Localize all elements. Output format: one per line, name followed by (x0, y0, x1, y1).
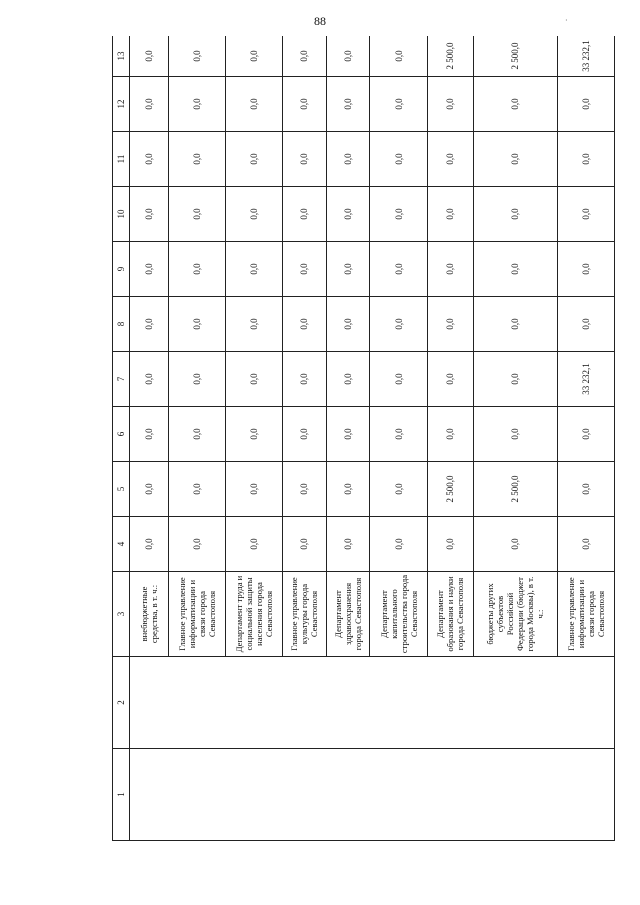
table-row (370, 36, 427, 841)
row-label: бюджеты других субъектов Российской Федерации (бюджет города Москвы), в т. ч.: (474, 572, 558, 657)
header-cell: 5 (113, 462, 130, 517)
table-row (130, 36, 169, 841)
empty-cell (225, 749, 282, 841)
value-cell: 0,0 (557, 187, 614, 242)
value-cell: 0,0 (427, 407, 474, 462)
empty-cell (427, 657, 474, 749)
row-label: Главное управление информатизации и связи города Севастополя (557, 572, 614, 657)
row-label: внебюджетные средства, в т. ч.: (130, 572, 169, 657)
value-cell: 0,0 (370, 187, 427, 242)
value-cell: 0,0 (427, 352, 474, 407)
header-cell: 8 (113, 297, 130, 352)
value-cell: 0,0 (130, 407, 169, 462)
empty-cell (474, 749, 558, 841)
empty-cell (474, 657, 558, 749)
value-cell: 0,0 (474, 517, 558, 572)
value-cell: 0,0 (282, 297, 326, 352)
empty-cell (557, 749, 614, 841)
empty-cell (282, 749, 326, 841)
value-cell: 0,0 (326, 242, 370, 297)
header-cell: 12 (113, 77, 130, 132)
value-cell: 0,0 (474, 407, 558, 462)
budget-table (112, 36, 615, 841)
value-cell: 0,0 (557, 297, 614, 352)
value-cell: 0,0 (130, 77, 169, 132)
value-cell: 0,0 (370, 297, 427, 352)
value-cell: 0,0 (225, 352, 282, 407)
value-cell: 0,0 (474, 297, 558, 352)
value-cell: 0,0 (474, 77, 558, 132)
value-cell: 0,0 (557, 517, 614, 572)
value-cell: 0,0 (225, 297, 282, 352)
table-body (130, 36, 615, 841)
value-cell: 33 232,1 (557, 352, 614, 407)
empty-cell (326, 749, 370, 841)
value-cell: 0,0 (474, 132, 558, 187)
header-cell: 1 (113, 749, 130, 841)
table-row (168, 36, 225, 841)
value-cell: 0,0 (225, 77, 282, 132)
value-cell: 0,0 (427, 297, 474, 352)
value-cell: 0,0 (370, 352, 427, 407)
value-cell: 0,0 (326, 77, 370, 132)
empty-cell (225, 657, 282, 749)
value-cell: 0,0 (326, 36, 370, 77)
header-cell: 7 (113, 352, 130, 407)
value-cell: 0,0 (130, 36, 169, 77)
row-label: Главное управление информатизации и связи города Севастополя (168, 572, 225, 657)
value-cell: 0,0 (370, 517, 427, 572)
value-cell: 0,0 (474, 187, 558, 242)
rotated-table-container (112, 36, 615, 841)
value-cell: 0,0 (168, 242, 225, 297)
table-row (225, 36, 282, 841)
value-cell: 0,0 (282, 352, 326, 407)
header-cell: 13 (113, 36, 130, 77)
empty-cell (557, 657, 614, 749)
value-cell: 0,0 (370, 36, 427, 77)
table-row (326, 36, 370, 841)
value-cell: 0,0 (130, 352, 169, 407)
value-cell: 0,0 (326, 462, 370, 517)
table-row (474, 36, 558, 841)
header-cell: 9 (113, 242, 130, 297)
value-cell: 0,0 (557, 242, 614, 297)
scan-speck: · (565, 16, 568, 25)
value-cell: 0,0 (225, 132, 282, 187)
value-cell: 2 500,0 (427, 462, 474, 517)
value-cell: 0,0 (130, 297, 169, 352)
value-cell: 0,0 (370, 77, 427, 132)
value-cell: 0,0 (130, 132, 169, 187)
value-cell: 0,0 (370, 462, 427, 517)
row-label: Департамент здравоохранения города Севастополя (326, 572, 370, 657)
value-cell: 0,0 (282, 242, 326, 297)
page-number: 88 (314, 14, 326, 28)
value-cell: 0,0 (225, 36, 282, 77)
header-cell: 4 (113, 517, 130, 572)
empty-cell (130, 749, 169, 841)
header-cell: 2 (113, 657, 130, 749)
value-cell: 0,0 (225, 187, 282, 242)
header-row (113, 36, 130, 841)
value-cell: 0,0 (168, 187, 225, 242)
row-label: Департамент труда и социальной защиты населения города Севастополя (225, 572, 282, 657)
value-cell: 0,0 (168, 517, 225, 572)
value-cell: 0,0 (130, 462, 169, 517)
value-cell: 0,0 (282, 187, 326, 242)
value-cell: 0,0 (474, 242, 558, 297)
value-cell: 0,0 (326, 297, 370, 352)
value-cell: 0,0 (282, 36, 326, 77)
empty-cell (326, 657, 370, 749)
table-row (427, 36, 474, 841)
value-cell: 0,0 (282, 517, 326, 572)
value-cell: 0,0 (168, 36, 225, 77)
value-cell: 0,0 (282, 407, 326, 462)
value-cell: 0,0 (168, 297, 225, 352)
value-cell: 0,0 (168, 462, 225, 517)
value-cell: 0,0 (225, 517, 282, 572)
empty-cell (370, 657, 427, 749)
row-label: Главное управление культуры города Севастополя (282, 572, 326, 657)
value-cell: 0,0 (225, 462, 282, 517)
value-cell: 0,0 (168, 132, 225, 187)
value-cell: 0,0 (557, 462, 614, 517)
value-cell: 0,0 (427, 242, 474, 297)
value-cell: 0,0 (326, 132, 370, 187)
empty-cell (282, 657, 326, 749)
header-cell: 3 (113, 572, 130, 657)
value-cell: 0,0 (282, 462, 326, 517)
value-cell: 0,0 (130, 517, 169, 572)
value-cell: 0,0 (474, 352, 558, 407)
value-cell: 0,0 (326, 352, 370, 407)
value-cell: 0,0 (130, 187, 169, 242)
value-cell: 0,0 (168, 77, 225, 132)
value-cell: 0,0 (427, 132, 474, 187)
empty-cell (168, 657, 225, 749)
value-cell: 0,0 (326, 187, 370, 242)
table-row (282, 36, 326, 841)
value-cell: 0,0 (282, 77, 326, 132)
value-cell: 0,0 (168, 407, 225, 462)
header-cell: 10 (113, 187, 130, 242)
value-cell: 0,0 (557, 407, 614, 462)
value-cell: 33 232,1 (557, 36, 614, 77)
value-cell: 0,0 (225, 242, 282, 297)
row-label: Департамент капитального строительства города Севастополя (370, 572, 427, 657)
value-cell: 2 500,0 (474, 36, 558, 77)
empty-cell (130, 657, 169, 749)
value-cell: 0,0 (427, 517, 474, 572)
value-cell: 0,0 (427, 77, 474, 132)
value-cell: 0,0 (370, 242, 427, 297)
value-cell: 0,0 (282, 132, 326, 187)
value-cell: 0,0 (557, 77, 614, 132)
value-cell: 0,0 (370, 407, 427, 462)
header-cell: 6 (113, 407, 130, 462)
value-cell: 0,0 (225, 407, 282, 462)
value-cell: 0,0 (168, 352, 225, 407)
header-cell: 11 (113, 132, 130, 187)
empty-cell (168, 749, 225, 841)
table-row (557, 36, 614, 841)
value-cell: 0,0 (557, 132, 614, 187)
value-cell: 2 500,0 (474, 462, 558, 517)
value-cell: 0,0 (130, 242, 169, 297)
table-viewport (112, 36, 615, 841)
empty-cell (370, 749, 427, 841)
value-cell: 0,0 (326, 517, 370, 572)
value-cell: 0,0 (427, 187, 474, 242)
value-cell: 0,0 (370, 132, 427, 187)
value-cell: 0,0 (326, 407, 370, 462)
empty-cell (427, 749, 474, 841)
row-label: Департамент образования и науки города Севастополя (427, 572, 474, 657)
value-cell: 2 500,0 (427, 36, 474, 77)
